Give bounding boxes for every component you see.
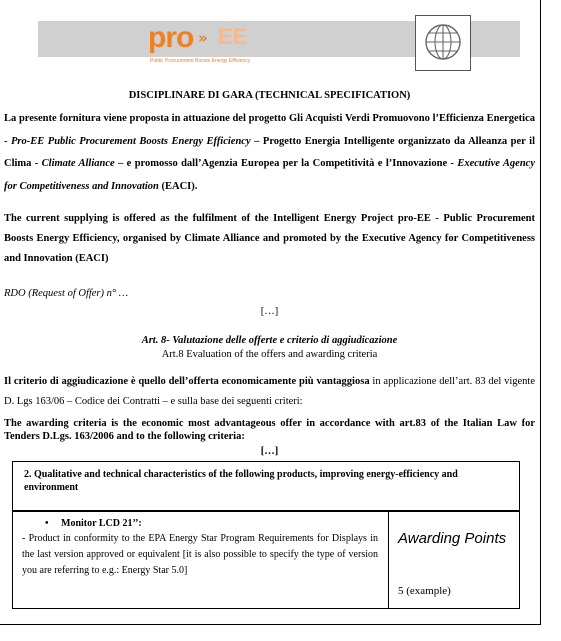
criteria-item-title: 2. Qualitative and technical characteristics of the following products, improving energy-efficiency and environment [24, 469, 458, 493]
italian-intro: La presente fornitura viene proposta in attuazione del progetto Gli Acquisti Verdi Promuovono l’Efficienza Energetica - Pro-EE Public Procurement Boosts Energy Efficiency – Progetto Energia Intelligente organizzato da Alleanza per il Clima - Climate Alliance – e promosso dall’Agenzia Europea per la Competitività e l’Innovazione - Executive Agency for Competitiveness and Innovation (EACI). [4, 113, 535, 192]
logo-arrows: » [198, 29, 203, 47]
awarding-points-value: 5 (example) [398, 585, 451, 597]
logo-word: pro [148, 21, 194, 54]
ellipsis-1: […] [260, 306, 279, 317]
rdo-line: RDO (Request of Offer) n° … [4, 288, 129, 299]
ellipsis-2: […] [260, 446, 279, 457]
bullet-icon: • [45, 518, 49, 529]
logo-tagline: Public Procurement Boosts Energy Efficiency [150, 58, 251, 64]
criteria-english: The awarding criteria is the economic most advantageous offer in accordance with art.83 of the Italian Law for Tenders D.Lgs. 163/2006 and to the following criteria: [4, 418, 535, 442]
pro-ee-logo [148, 20, 268, 68]
awarding-points-label: Awarding Points [398, 530, 507, 547]
globe-icon [415, 15, 471, 71]
criteria-italian: Il criterio di aggiudicazione è quello dell’offerta economicamente più vantaggiosa in applicazione dell’art. 83 del vigente D. Lgs 163/06 – Codice dei Contratti – e sulla base dei seguenti criteri: [4, 376, 535, 407]
product-requirements: - Product in conformity to the EPA Energy Star Program Requirements for Displays in the last version approved or equivalent [it is also possible to specify the type of version you are referring to e.g.: Energy Star 5.0] [22, 533, 378, 576]
english-intro: The current supplying is offered as the fulfilment of the Intelligent Energy Project pro-EE - Public Procurement Boosts Energy Efficiency, organised by Climate Alliance and promoted by the Executive Agency for Competitiveness and Innovation (EACI) [4, 213, 535, 264]
logo-ee: EE [218, 24, 248, 49]
article-title-italian: Art. 8- Valutazione delle offerte e criterio di aggiudicazione [141, 335, 398, 346]
product-bullet: • Monitor LCD 21’’: [45, 518, 142, 529]
document-title: DISCIPLINARE DI GARA (TECHNICAL SPECIFICATION) [128, 90, 411, 101]
article-title-english: Art.8 Evaluation of the offers and awarding criteria [161, 349, 378, 360]
